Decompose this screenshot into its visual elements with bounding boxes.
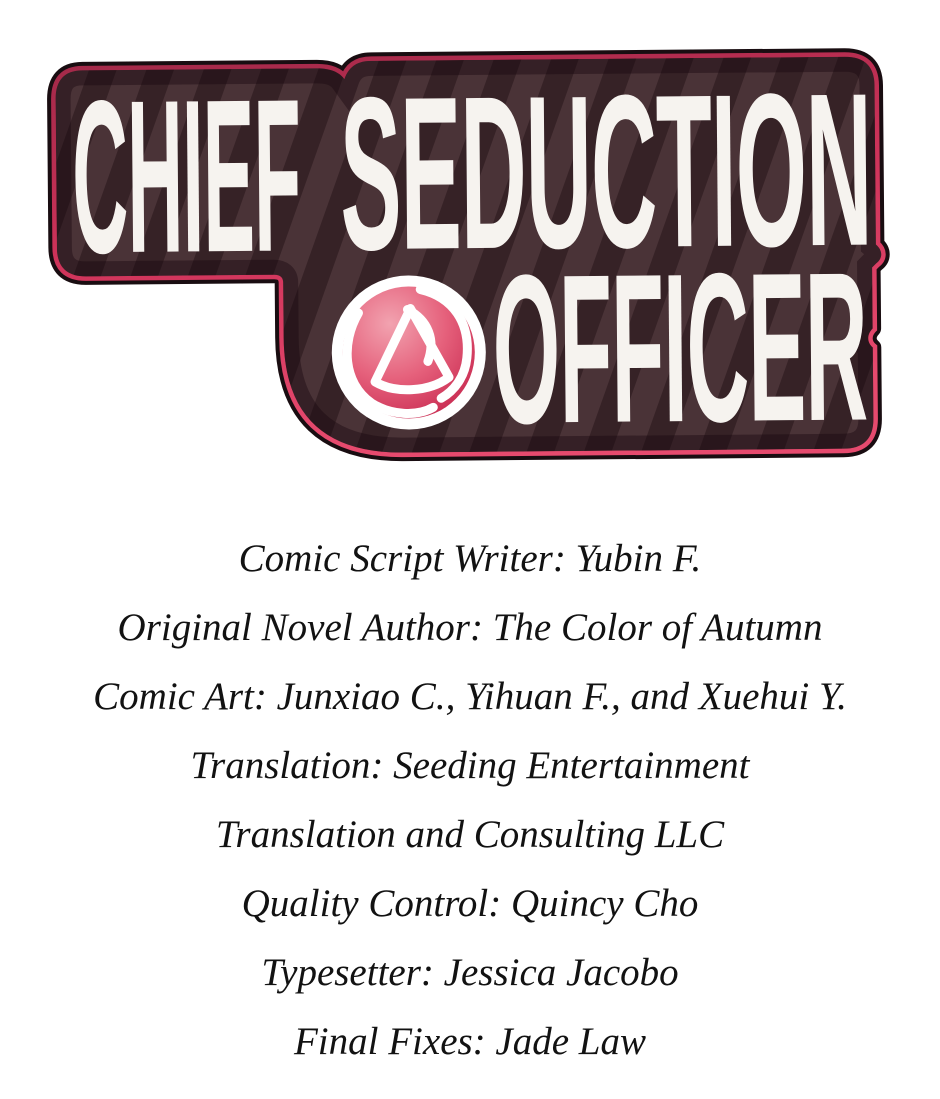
rose-icon <box>331 275 486 430</box>
series-logo-art <box>0 0 940 520</box>
credit-line-script-writer: Comic Script Writer: Yubin F. <box>238 537 702 580</box>
logo-title-word-seduction: SEDUCTION <box>339 46 922 296</box>
credit-line-typesetter: Typesetter: Jessica Jacobo <box>261 951 679 994</box>
credit-line-quality-control: Quality Control: Quincy Cho <box>241 882 699 925</box>
logo-title-word-officer: OFFICER <box>491 228 926 469</box>
credit-line-final-fixes: Final Fixes: Jade Law <box>293 1020 646 1063</box>
logo-title-word-chief: CHIEF <box>71 51 369 299</box>
series-logo <box>0 0 940 520</box>
credit-line-novel-author: Original Novel Author: The Color of Autumn <box>117 606 823 649</box>
credit-line-translation-1: Translation: Seeding Entertainment <box>190 744 750 787</box>
credit-line-translation-2: Translation and Consulting LLC <box>215 813 725 856</box>
credits-block <box>0 524 940 1076</box>
credit-line-comic-art: Comic Art: Junxiao C., Yihuan F., and Xuehui Y. <box>93 675 847 718</box>
